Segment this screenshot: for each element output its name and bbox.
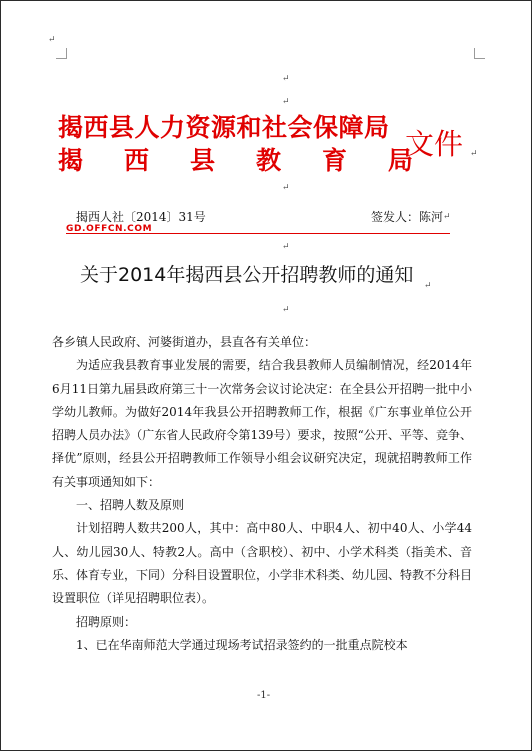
paragraph-mark: ↵ (282, 97, 290, 107)
header-char: 西 (123, 146, 149, 175)
header-char: 局 (387, 146, 413, 175)
page-number: -1- (257, 690, 271, 701)
paragraph-mark: ↵ (282, 74, 290, 84)
principle-item-1: 1、已在华南师范大学通过现场考试招录签约的一批重点院校本 (76, 637, 408, 652)
header-char: 育 (321, 146, 347, 175)
issuing-authority-line1: 揭西县人力资源和社会保障局 (58, 113, 390, 142)
watermark-logo: GD.OFFCN.COM (66, 224, 153, 234)
principles-label: 招聘原则： (76, 614, 137, 629)
paragraph-mark: ↵ (282, 305, 290, 315)
paragraph-mark: ↵ (48, 35, 56, 45)
paragraph-mark: ↵ (282, 242, 290, 252)
crop-mark-top-right (474, 48, 485, 59)
document-body (52, 331, 472, 657)
document-title: 关于2014年揭西县公开招聘教师的通知 (80, 264, 414, 286)
header-char: 揭 (58, 146, 84, 175)
paragraph-mark: ↵ (282, 183, 290, 193)
paragraph-intro: 为适应我县教育事业发展的需要，结合我县教师人员编制情况，经2014年6月11日第九届县政府第三十一次常务会议讨论决定：在全县公开招聘一批中小学幼儿教师。为做好2014年我县公开招聘教师工作，根据《广东事业单位公开招聘人员办法》（广东省人民政府令第139号）要求，按照“公开、平等、竞争、择优”原则，经县公开招聘教师工作领导小组会议研究决定，现就招聘教师工作有关事项通知如下： (52, 358, 472, 489)
document-number: 揭西人社〔2014〕31号 (76, 210, 206, 224)
addressee: 各乡镇人民政府、河婆街道办，县直各有关单位： (52, 335, 317, 349)
header-char: 教 (255, 146, 281, 175)
paragraph-mark: ↵ (443, 212, 451, 222)
paragraph-recruitment-count: 计划招聘人数共200人，其中：高中80人、中职4人、初中40人、小学44人、幼儿园30人、特教2人。高中（含职校）、初中、小学术科类（指美术、音乐、体育专业，下同）分科目设置职位，小学非术科类、幼儿园、特教不分科目设置职位（详见招聘职位表）。 (52, 521, 473, 606)
header-char: 县 (189, 146, 215, 175)
paragraph-mark: ↵ (470, 149, 478, 159)
paragraph-mark: ↵ (424, 281, 432, 291)
signer: 签发人：陈河 (371, 210, 444, 224)
document-type-label: 文件 (405, 127, 464, 161)
crop-mark-top-left (56, 48, 67, 59)
section-heading: 一、招聘人数及原则 (76, 498, 185, 513)
red-separator-line (66, 233, 450, 234)
issuing-authority-line2 (58, 146, 413, 176)
